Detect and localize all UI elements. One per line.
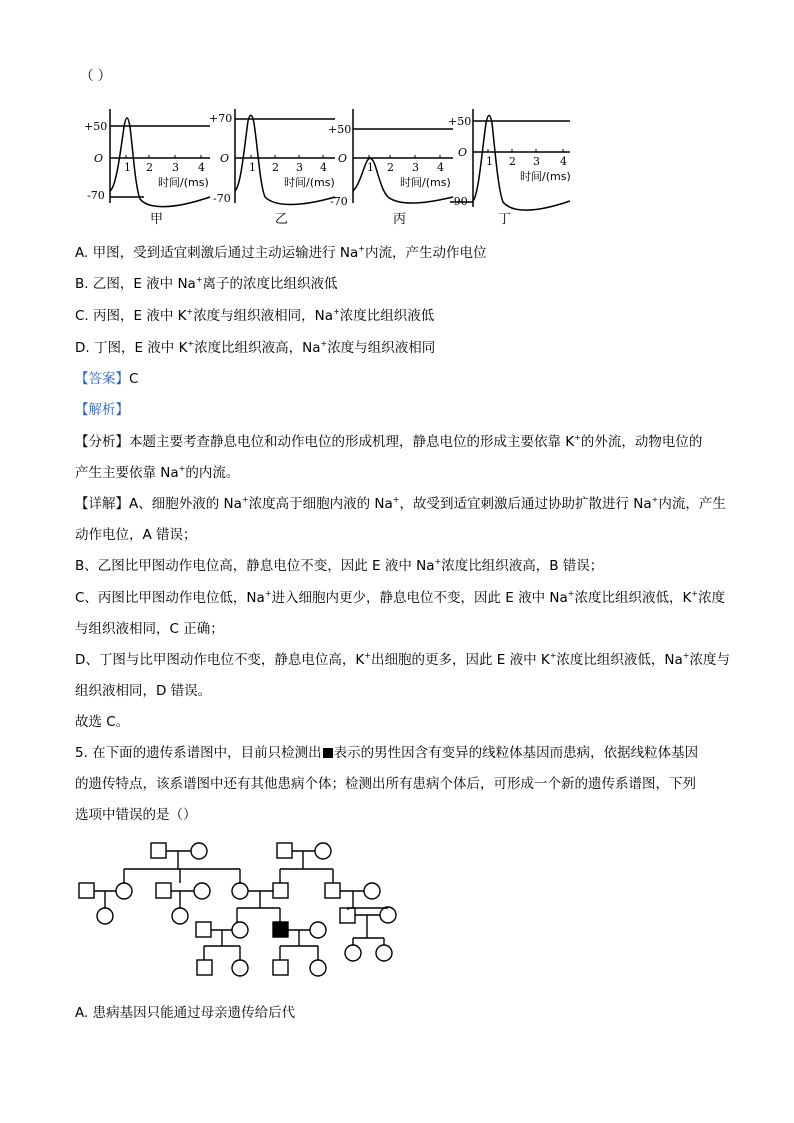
affected-male-square-icon <box>323 748 333 758</box>
graph-3-bottom-label: -70 <box>330 195 348 208</box>
q4-option-a: A. 甲图，受到适宜刺激后通过主动运输进行 Na+内流，产生动作电位 <box>75 244 487 261</box>
graph-3-tick-1: 1 <box>367 161 374 174</box>
graph-4-tick-1: 1 <box>486 155 493 168</box>
graph-2-zero-label: O <box>220 152 230 165</box>
question-bracket: （ ） <box>80 68 112 84</box>
membrane-potential-graphs <box>70 105 590 240</box>
graph-1-zero-label: O <box>94 152 104 165</box>
xiangjie-line-4: C、丙图比甲图动作电位低，Na+进入细胞内更少，静息电位不变，因此 E 液中 Na+浓度比组织液低，K+浓度 <box>75 589 726 606</box>
xiangjie-line-5: 与组织液相同，C 正确； <box>75 621 224 637</box>
graph-2-tick-2: 2 <box>272 161 279 174</box>
answer-tag: 【答案】 <box>75 371 129 387</box>
xiangjie-line-6: D、丁图与比甲图动作电位不变，静息电位高，K+出细胞的更多，因此 E 液中 K+浓度比组织液低，Na+浓度与 <box>75 651 730 668</box>
graph-3-tick-4: 4 <box>437 161 444 174</box>
graph-3-zero-label: O <box>338 152 348 165</box>
pedigree-chart <box>70 838 410 988</box>
graph-3-tick-2: 2 <box>387 161 394 174</box>
graph-4-tick-4: 4 <box>560 155 567 168</box>
graph-4-time-label: 时间/(ms) <box>520 170 571 183</box>
graph-3-caption: 丙 <box>393 212 407 227</box>
graph-2-tick-3: 3 <box>296 161 303 174</box>
graph-4-bottom-label: -90 <box>450 195 468 208</box>
answer-line <box>75 369 138 389</box>
answer-value: C <box>129 371 139 387</box>
affected-male-square <box>273 922 288 937</box>
graph-1-time-label: 时间/(ms) <box>158 176 209 189</box>
analysis-heading: 【解析】 <box>75 402 129 418</box>
graph-3-time-label: 时间/(ms) <box>400 176 451 189</box>
graph-2-time-label: 时间/(ms) <box>284 176 335 189</box>
graph-2-bottom-label: -70 <box>213 192 231 205</box>
graph-2-top-label: +70 <box>209 112 233 125</box>
q5-line-2: 的遗传特点，该系谱图中还有其他患病个体；检测出所有患病个体后，可形成一个新的遗传系谱图，下列 <box>75 776 696 792</box>
graph-1-bottom-label: -70 <box>87 189 105 202</box>
graph-3-top-label: +50 <box>328 123 352 136</box>
graph-3-tick-3: 3 <box>412 161 419 174</box>
graph-2-caption: 乙 <box>275 212 289 227</box>
graph-1-tick-4: 4 <box>198 161 205 174</box>
xiangjie-line-3: B、乙图比甲图动作电位高，静息电位不变，因此 E 液中 Na+浓度比组织液高，B 错误； <box>75 557 604 574</box>
graph-4-tick-2: 2 <box>509 155 516 168</box>
graph-1-tick-2: 2 <box>146 161 153 174</box>
q5-option-a: A. 患病基因只能通过母亲遗传给后代 <box>75 1005 296 1021</box>
fenxi-line-2: 产生主要依靠 Na+的内流。 <box>75 464 240 481</box>
fenxi-line-1: 【分析】本题主要考查静息电位和动作电位的形成机理，静息电位的形成主要依靠 K+的外流，动物电位的 <box>75 433 703 450</box>
xiangjie-line-2: 动作电位，A 错误； <box>75 527 197 543</box>
graph-1-tick-1: 1 <box>124 161 131 174</box>
xiangjie-line-1: 【详解】A、细胞外液的 Na+浓度高于细胞内液的 Na+，故受到适宜刺激后通过协助扩散进行 Na+内流，产生 <box>75 495 726 512</box>
graph-4-caption: 丁 <box>498 212 512 227</box>
xiangjie-line-8: 故选 C。 <box>75 714 130 730</box>
graph-2-tick-4: 4 <box>320 161 327 174</box>
graph-4-zero-label: O <box>458 146 468 159</box>
graph-2-tick-1: 1 <box>249 161 256 174</box>
q4-option-d: D. 丁图，E 液中 K+浓度比组织液高，Na+浓度与组织液相同 <box>75 339 436 356</box>
xiangjie-line-7: 组织液相同，D 错误。 <box>75 683 212 699</box>
q4-option-b: B. 乙图，E 液中 Na+离子的浓度比组织液低 <box>75 275 338 292</box>
graph-1-caption: 甲 <box>150 212 164 227</box>
q4-option-c: C. 丙图，E 液中 K+浓度与组织液相同，Na+浓度比组织液低 <box>75 307 435 324</box>
q5-line-3: 选项中错误的是（） <box>75 807 197 823</box>
graph-1-tick-3: 3 <box>172 161 179 174</box>
graph-4-tick-3: 3 <box>533 155 540 168</box>
graph-1-top-label: +50 <box>84 120 108 133</box>
q5-line-1: 5. 在下面的遗传系谱图中，目前只检测出 表示的男性因含有变异的线粒体基因而患病，依据线粒体基因 <box>75 745 699 761</box>
graph-4-top-label: +50 <box>448 115 472 128</box>
